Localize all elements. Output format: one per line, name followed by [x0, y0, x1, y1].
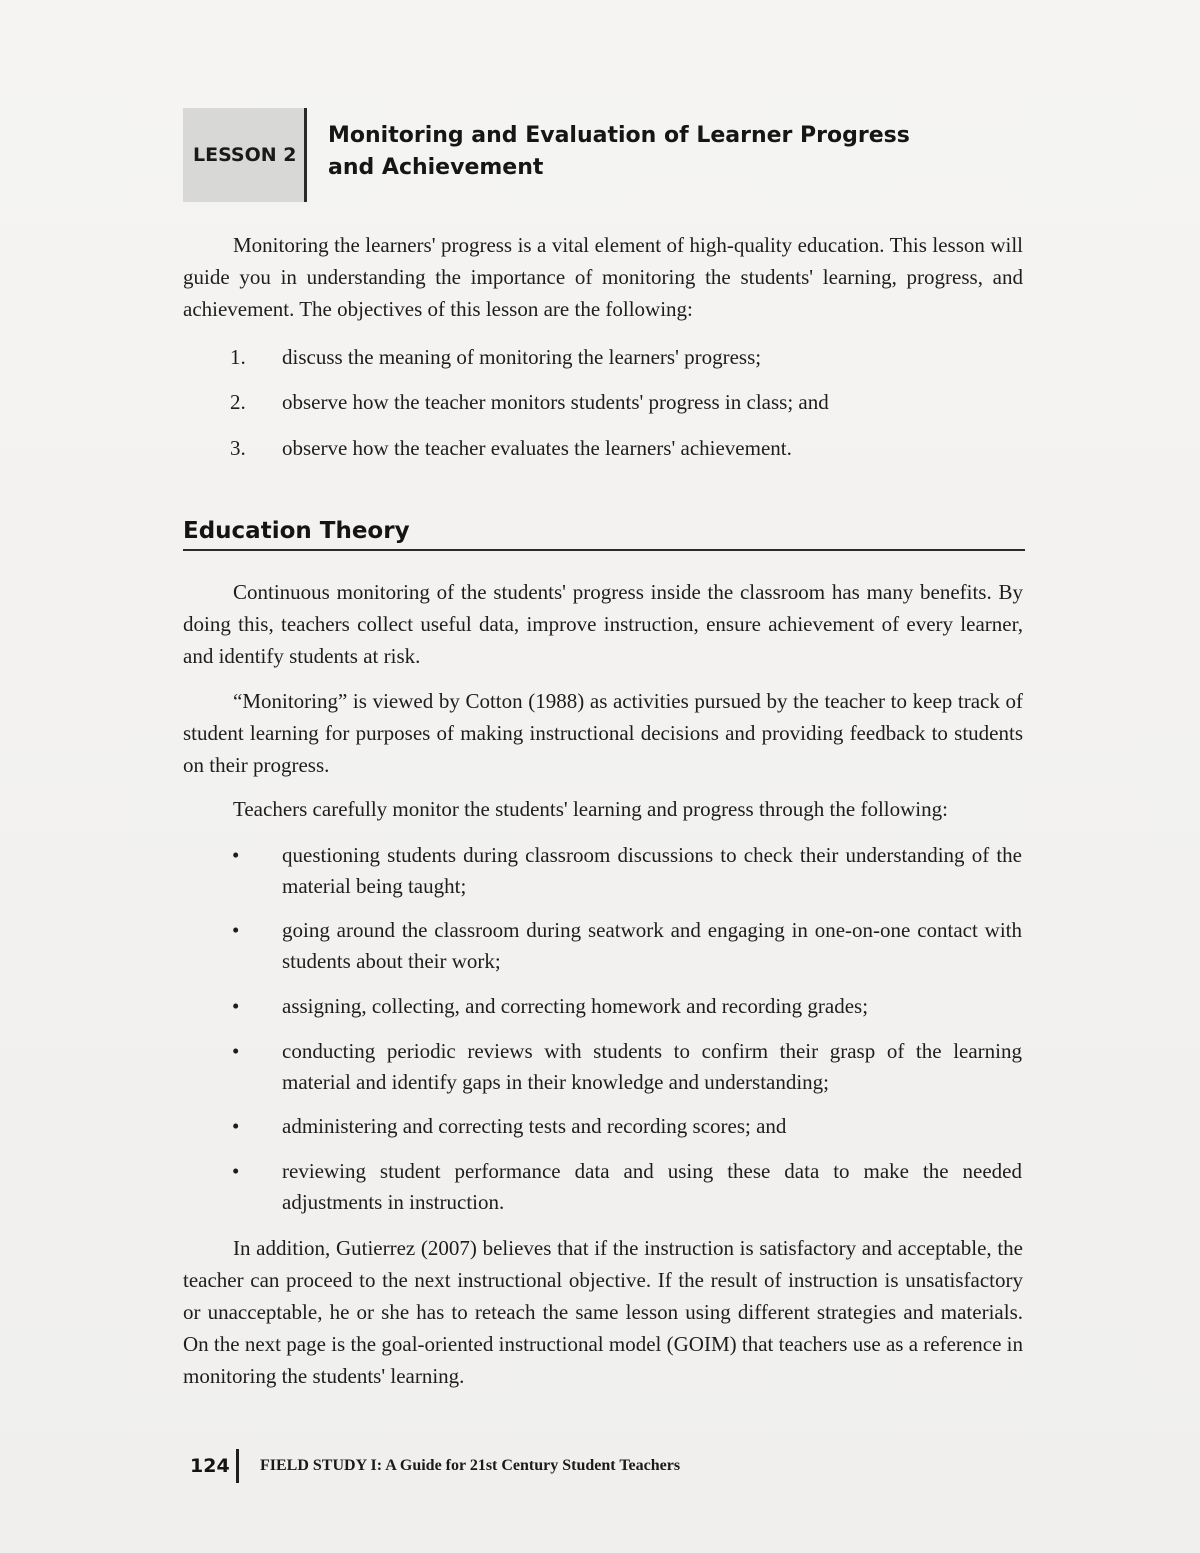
bullet-text: reviewing student performance data and using these data to make the needed adjustments in instruction.	[282, 1159, 1022, 1214]
intro-paragraph: Monitoring the learners' progress is a vital element of high-quality education. This lesson will guide you in understanding the importance of monitoring the students' learning, progress, and achievement. The objectives of this lesson are the following:	[183, 233, 1023, 321]
body-paragraph: Continuous monitoring of the students' progress inside the classroom has many benefits. By doing this, teachers collect useful data, improve instruction, ensure achievement of every learner, and identify students at risk.	[183, 580, 1023, 668]
bullet-text: administering and correcting tests and recording scores; and	[282, 1114, 787, 1138]
objective-text: discuss the meaning of monitoring the learners' progress;	[282, 345, 762, 369]
bullet-icon: •	[232, 1159, 240, 1183]
bullet-icon: •	[232, 843, 240, 867]
section-heading: Education Theory	[183, 518, 410, 544]
bullet-icon: •	[232, 1039, 240, 1063]
objective-number: 1.	[230, 345, 246, 369]
objective-number: 3.	[230, 436, 246, 460]
footer-divider	[236, 1449, 239, 1483]
lesson-label-box	[183, 108, 307, 202]
bullet-icon: •	[232, 1114, 240, 1138]
body-paragraph: “Monitoring” is viewed by Cotton (1988) as activities pursued by the teacher to keep track of student learning for purposes of making instructional decisions and providing feedback to students on their progress.	[183, 689, 1023, 777]
objective-number: 2.	[230, 390, 246, 414]
objective-text: observe how the teacher evaluates the learners' achievement.	[282, 436, 792, 460]
closing-paragraph: In addition, Gutierrez (2007) believes that if the instruction is satisfactory and acceptable, the teacher can proceed to the next instructional objective. If the result of instruction is unsatisfactory or unacceptable, he or she has to reteach the same lesson using different strategies and materials. On the next page is the goal-oriented instructional model (GOIM) that teachers use as a reference in monitoring the students' learning.	[183, 1236, 1023, 1388]
objective-text: observe how the teacher monitors students' progress in class; and	[282, 390, 829, 414]
lesson-label: LESSON 2	[193, 144, 297, 166]
lesson-title: Monitoring and Evaluation of Learner Progress and Achievement	[328, 123, 910, 180]
section-divider	[183, 549, 1025, 551]
bullet-text: assigning, collecting, and correcting homework and recording grades;	[282, 994, 869, 1018]
bullet-text: conducting periodic reviews with students to confirm their grasp of the learning material and identify gaps in their knowledge and understanding;	[282, 1039, 1022, 1094]
body-paragraph: Teachers carefully monitor the students' learning and progress through the following:	[233, 797, 948, 821]
bullet-text: questioning students during classroom discussions to check their understanding of the material being taught;	[282, 843, 1022, 898]
bullet-icon: •	[232, 994, 240, 1018]
book-title: FIELD STUDY I: A Guide for 21st Century Student Teachers	[260, 1457, 681, 1474]
bullet-icon: •	[232, 918, 240, 942]
bullet-text: going around the classroom during seatwork and engaging in one-on-one contact with students about their work;	[282, 918, 1022, 973]
page-number: 124	[190, 1455, 230, 1477]
